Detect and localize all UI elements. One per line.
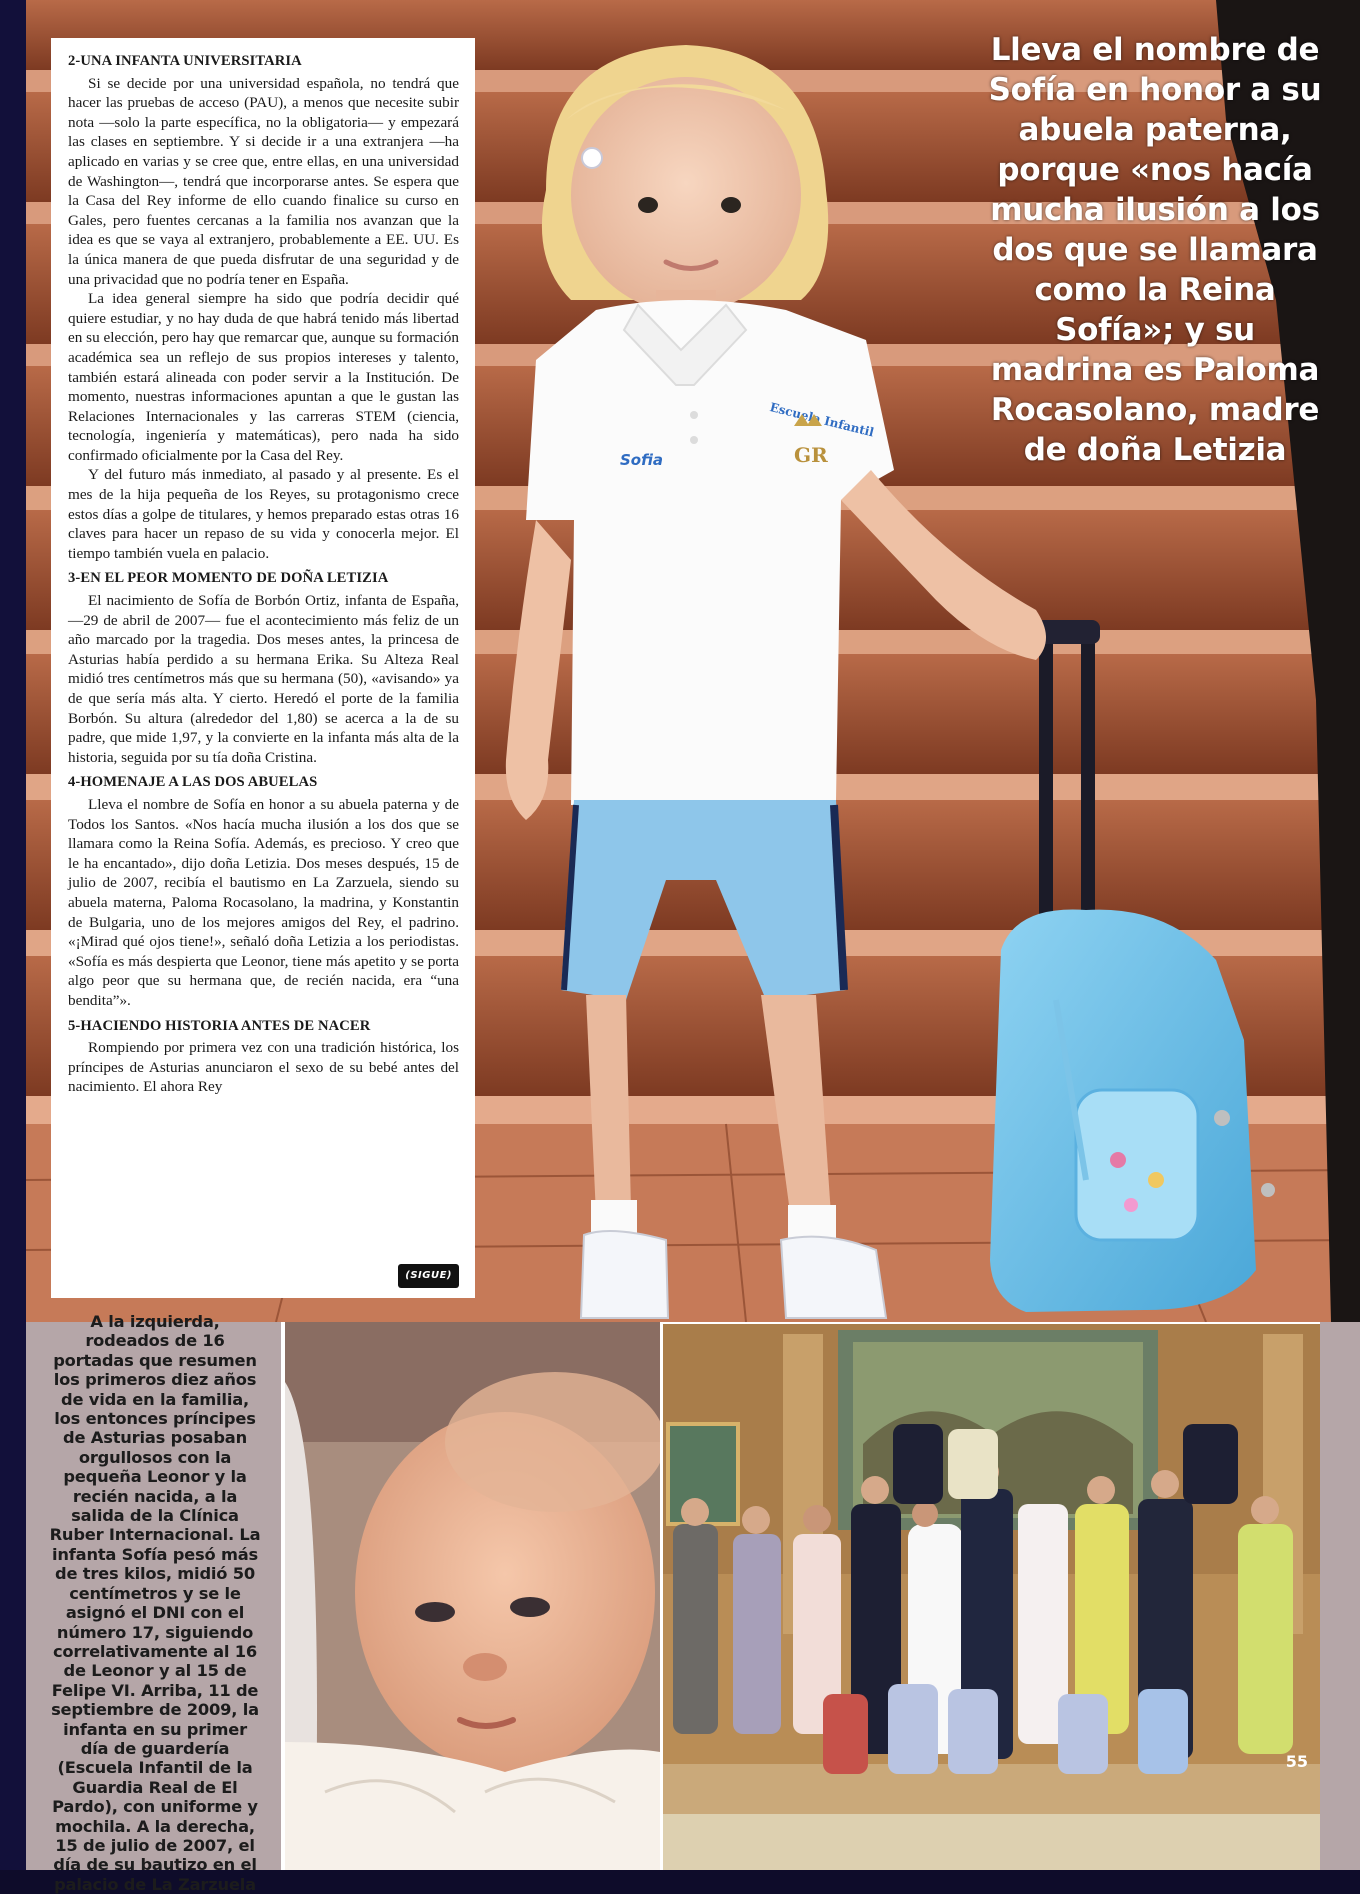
article-paragraph: Rompiendo por primera vez con una tradición histórica, los príncipes de Asturias anunciaron el sexo de su bebé antes del nacimiento. El ahora Rey [68, 1039, 459, 1096]
photo-caption: A la izquierda, rodeados de 16 portadas que resumen los primeros diez años de vida en la familia, los entonces príncipes de Asturias posaban orgullosos con la pequeña Leonor y la recién nacida, a la salida de la Clínica Ruber Internacional. La infanta Sofía pesó más de tres kilos, midió 50 centímetros y se le asignó el DNI con el número 17, siguiendo correlativamente al 16 de Leonor y al 15 de Felipe VI. Arriba, 11 de septiembre de 2009, la infanta en su primer día de guardería (Escuela Infantil de la Guardia Real de El Pardo), con uniforme y mochila. A la derecha, 15 de julio de 2007, el día de su bautizo en el palacio de La Zarzuela [49, 1312, 261, 1894]
article-paragraph: La idea general siempre ha sido que podría decidir qué quiere estudiar, y no hay duda de que habrá tenido más libertad en su elección, pero hay que remarcar que, aunque su formación académica sea un reflejo de sus propios intereses y talento, también estará alineada con poder servir a la Institución. De momento, nuestras informaciones apuntan a que le gustan las Relaciones Internacionales y las carreras STEM (ciencia, tecnología, ingeniería y matemáticas), pero nada ha sido confirmado oficialmente por la Casa del Rey. [68, 290, 459, 464]
article-paragraph: El nacimiento de Sofía de Borbón Ortiz, infanta de España, —29 de abril de 2007— fue el acontecimiento más feliz de un año marcado por la tragedia. Dos meses antes, la princesa de Asturias había perdido a su hermana Erika. Su Alteza Real midió tres centímetros más que su hermana (50), «avisando» ya de que sería más alta. Y cierto. Heredó el porte de la familia Borbón. Su altura (alrededor del 1,80) se acerca a la de su padre, que mide 1,97, y la convierte en la infanta más alta de la historia, seguida por su tía doña Cristina. [68, 592, 459, 766]
baby-photo [281, 1322, 660, 1870]
continue-badge: (SIGUE) [398, 1264, 459, 1288]
section-heading: 5-HACIENDO HISTORIA ANTES DE NACER [68, 1017, 371, 1034]
article-paragraph: Si se decide por una universidad española, no tendrá que hacer las pruebas de acceso (PAU), a menos que necesite subir nota —solo la parte específica, no la obligatoria— y empezará las clases en septiembre. Y si decide ir a una extranjera —ha aplicado en varias y se cree que, entre ellas, en una universidad de Washington—, tendrá que incorporarse antes. Se espera que la Casa del Rey informe de ello cuando finalice su curso en Gales, pero fuentes cercanas a la familia nos avanzan que la idea es que se vaya al extranjero, probablemente a EE. UU. Es la única manera de que pueda disfrutar de una seguridad y de una privacidad que no podría tener en España. [68, 74, 459, 288]
section-heading: 4-HOMENAJE A LAS DOS ABUELAS [68, 774, 318, 791]
section-heading: 2-UNA INFANTA UNIVERSITARIA [68, 53, 302, 69]
family-photo-illustration [663, 1324, 1320, 1870]
section-heading: 3-EN EL PEOR MOMENTO DE DOÑA LETIZIA [68, 570, 389, 587]
article-paragraph: Lleva el nombre de Sofía en honor a su abuela paterna y de Todos los Santos. «Nos hacía mucha ilusión a los dos que se llamara como la Reina Sofía. Además, es precioso. Y creo que le ha encantado», dijo doña Letizia. Dos meses después, 15 de julio de 2007, recibía el bautismo en La Zarzuela, siendo su abuela materna, Paloma Rocasolano, la madrina, y Konstantin de Bulgaria, uno de los mejores amigos del Rey, el padrino. «¡Mirad qué ojos tiene!», señaló doña Letizia a los periodistas. «Sofía es más despierta que Leonor, tiene más apetito y se porta algo peor que su hermana que, de recién nacida, era “una bendita”». [68, 795, 459, 1009]
shirt-monogram-text: GR [794, 443, 828, 467]
family-baptism-photo [660, 1322, 1320, 1870]
shirt-name-text: Sofia [620, 451, 664, 469]
pull-quote: Lleva el nombre de Sofía en honor a su abuela paterna, porque «nos hacía mucha ilusión a los dos que se llamara como la Reina Sofía»; y su madrina es Paloma Rocasolano, madre de doña Letizia [988, 32, 1322, 468]
article-text-box [51, 38, 475, 1298]
baby-photo-illustration [285, 1322, 660, 1870]
article-paragraph: Y del futuro más inmediato, al pasado y al presente. Es el mes de la hija pequeña de los Reyes, su protagonismo crece estos días a golpe de titulares, y hemos preparado estas otras 16 claves para hacer un repaso de su vida y conocerla mejor. El tiempo también vuela en palacio. [68, 466, 459, 562]
page-edge-bar [0, 0, 26, 1870]
shirt-school-text: Escuela Infantil [768, 400, 876, 440]
page-number: 55 [1285, 1752, 1308, 1771]
